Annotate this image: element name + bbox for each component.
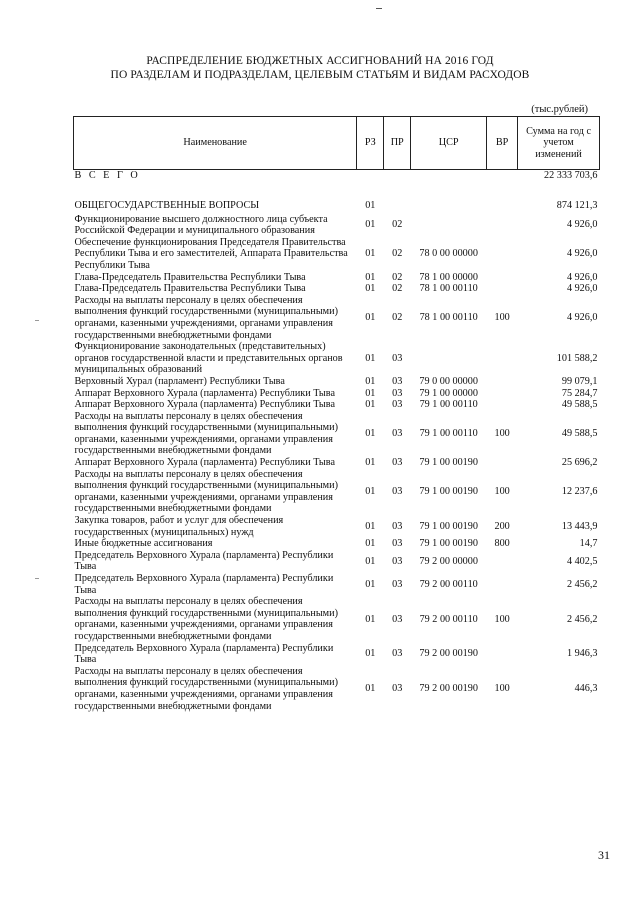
- cell-pr: 02: [392, 312, 403, 324]
- cell-name: Председатель Верховного Хурала (парламента) Республики Тыва: [74, 642, 334, 666]
- header-pr: ПР: [384, 117, 411, 170]
- cell-name: Функционирование высшего должностного лица субъекта Российской Федерации и муниципального образования: [74, 213, 328, 237]
- cell-vr: [487, 272, 518, 284]
- cell-csr: 79 2 00 00190: [419, 648, 478, 660]
- header-csr: ЦСР: [411, 117, 487, 170]
- cell-pr: 03: [392, 375, 403, 387]
- table-row: [74, 341, 600, 376]
- cell-pr: 03: [392, 428, 403, 440]
- cell-rz: [357, 170, 384, 198]
- cell-vr: 100: [494, 613, 510, 625]
- cell-vr: 200: [494, 520, 510, 532]
- scan-mark: [376, 8, 382, 9]
- cell-name: Расходы на выплаты персоналу в целях обеспечения выполнения функций государственными (муниципальными) органами, казенными учреждениями, органами управления государственными внебюджетными фондами: [74, 294, 338, 341]
- table-row: [74, 272, 600, 284]
- cell-rz: 01: [365, 399, 376, 411]
- title-line-1: РАСПРЕДЕЛЕНИЕ БЮДЖЕТНЫХ АССИГНОВАНИЙ НА 2016 ГОД: [146, 55, 494, 67]
- cell-vr: [487, 198, 518, 214]
- cell-csr: 79 1 00 00110: [419, 399, 478, 411]
- cell-pr: 03: [392, 399, 403, 411]
- cell-vr: 100: [494, 683, 510, 695]
- cell-csr: 79 2 00 00190: [419, 683, 478, 695]
- cell-name: Обеспечение функционирования Председателя Правительства Республики Тыва и его заместителей, Аппарата Правительства Республики Тыва: [74, 236, 348, 271]
- cell-sum: 4 402,5: [566, 555, 598, 567]
- table-row: [74, 283, 600, 295]
- cell-name: Аппарат Верховного Хурала (парламента) Республики Тыва: [74, 399, 335, 411]
- table-row: [74, 457, 600, 469]
- cell-vr: 100: [494, 486, 510, 498]
- cell-name: Расходы на выплаты персоналу в целях обеспечения выполнения функций государственными (муниципальными) органами, казенными учреждениями, органами управления государственными внебюджетными фондами: [74, 468, 338, 515]
- table-row: [74, 295, 600, 341]
- table-row: [74, 376, 600, 388]
- cell-csr: 79 1 00 00190: [419, 520, 478, 532]
- cell-name: Иные бюджетные ассигнования: [74, 538, 213, 550]
- cell-pr: 03: [392, 520, 403, 532]
- cell-pr: 03: [392, 613, 403, 625]
- cell-name: Аппарат Верховного Хурала (парламента) Республики Тыва: [74, 457, 335, 469]
- cell-rz: 01: [365, 375, 376, 387]
- cell-sum: 4 926,0: [566, 248, 598, 260]
- title-line-2: ПО РАЗДЕЛАМ И ПОДРАЗДЕЛАМ, ЦЕЛЕВЫМ СТАТЬЯМ И ВИДАМ РАСХОДОВ: [110, 69, 530, 81]
- table-row: [74, 214, 600, 237]
- cell-name: В С Е Г О: [74, 170, 141, 181]
- cell-sum: 874 121,3: [556, 199, 598, 211]
- cell-pr: 03: [392, 352, 403, 364]
- cell-sum: 99 079,1: [561, 375, 598, 387]
- cell-vr: [487, 170, 518, 198]
- cell-sum: 25 696,2: [561, 457, 598, 469]
- table-row: [74, 411, 600, 457]
- cell-pr: 03: [392, 486, 403, 498]
- table-row: [74, 515, 600, 538]
- cell-pr: 03: [392, 457, 403, 469]
- cell-csr: 79 1 00 00110: [419, 428, 478, 440]
- cell-pr: [384, 198, 411, 214]
- cell-rz: 01: [365, 457, 376, 469]
- cell-rz: 01: [365, 219, 376, 231]
- cell-sum: 2 456,2: [566, 578, 598, 590]
- cell-name: Расходы на выплаты персоналу в целях обеспечения выполнения функций государственными (муниципальными) органами, казенными учреждениями, органами управления государственными внебюджетными фондами: [74, 410, 338, 457]
- cell-name: Расходы на выплаты персоналу в целях обеспечения выполнения функций государственными (муниципальными) органами, казенными учреждениями, органами управления государственными внебюджетными фондами: [74, 596, 338, 642]
- table-row: [74, 538, 600, 550]
- header-name: Наименование: [74, 117, 357, 170]
- table-row: [74, 388, 600, 400]
- cell-sum: 4 926,0: [566, 312, 598, 324]
- cell-pr: 02: [392, 248, 403, 260]
- cell-vr: 100: [494, 428, 510, 440]
- table-row: [74, 198, 600, 214]
- table-row: [74, 237, 600, 272]
- cell-rz: 01: [365, 248, 376, 260]
- cell-csr: 78 1 00 00000: [419, 271, 478, 283]
- table-header: [74, 117, 600, 170]
- cell-csr: [411, 198, 487, 214]
- cell-name: Председатель Верховного Хурала (парламента) Республики Тыва: [74, 549, 334, 573]
- cell-sum: 75 284,7: [561, 387, 598, 399]
- cell-csr: 79 1 00 00190: [419, 486, 478, 498]
- cell-csr: [411, 170, 487, 198]
- table-row: [74, 666, 600, 712]
- scan-mark: [35, 578, 39, 579]
- cell-name: ОБЩЕГОСУДАРСТВЕННЫЕ ВОПРОСЫ: [74, 199, 260, 211]
- cell-name: Расходы на выплаты персоналу в целях обеспечения выполнения функций государственными (муниципальными) органами, казенными учреждениями, органами управления государственными внебюджетными фондами: [74, 665, 338, 712]
- table-row: [74, 596, 600, 642]
- cell-sum: 13 443,9: [561, 520, 598, 532]
- cell-rz: 01: [365, 648, 376, 660]
- cell-rz: 01: [365, 555, 376, 567]
- cell-pr: 03: [392, 648, 403, 660]
- cell-sum: 446,3: [574, 683, 598, 695]
- header-rz: РЗ: [357, 117, 384, 170]
- cell-csr: 78 0 00 00000: [419, 248, 478, 260]
- cell-name: Аппарат Верховного Хурала (парламента) Республики Тыва: [74, 387, 335, 399]
- cell-rz: 01: [365, 683, 376, 695]
- cell-rz: 01: [365, 352, 376, 364]
- cell-name: Функционирование законодательных (представительных) органов государственной власти и представительных органов муниципальных образований: [74, 341, 343, 376]
- cell-rz: 01: [365, 578, 376, 590]
- cell-vr: [487, 214, 518, 237]
- page-number: 31: [598, 848, 610, 862]
- cell-name: Закупка товаров, работ и услуг для обеспечения государственных (муниципальных) нужд: [74, 515, 284, 538]
- cell-pr: 03: [392, 683, 403, 695]
- table-body: [74, 170, 600, 713]
- cell-pr: 02: [392, 283, 403, 295]
- cell-rz: 01: [365, 283, 376, 295]
- cell-name: Глава-Председатель Правительства Республики Тыва: [74, 271, 306, 283]
- cell-csr: 79 2 00 00000: [419, 555, 478, 567]
- cell-vr: [487, 643, 518, 666]
- cell-sum: 49 588,5: [561, 428, 598, 440]
- cell-csr: 79 0 00 00000: [419, 375, 478, 387]
- cell-rz: 01: [365, 538, 376, 550]
- cell-rz: 01: [365, 271, 376, 283]
- cell-vr: [487, 376, 518, 388]
- cell-vr: [487, 573, 518, 596]
- cell-vr: 100: [494, 312, 510, 324]
- cell-rz: 01: [365, 312, 376, 324]
- table-row: [74, 573, 600, 596]
- cell-rz: 01: [365, 428, 376, 440]
- cell-pr: 02: [392, 219, 403, 231]
- cell-csr: 79 1 00 00000: [419, 387, 478, 399]
- cell-name: Верховный Хурал (парламент) Республики Тыва: [74, 375, 285, 387]
- cell-name: Председатель Верховного Хурала (парламента) Республики Тыва: [74, 573, 334, 596]
- cell-sum: 4 926,0: [566, 219, 598, 231]
- cell-sum: 2 456,2: [566, 613, 598, 625]
- cell-pr: [384, 170, 411, 198]
- cell-vr: [487, 341, 518, 376]
- cell-csr: 79 1 00 00190: [419, 457, 478, 469]
- cell-vr: [487, 457, 518, 469]
- cell-vr: [487, 550, 518, 573]
- cell-vr: [487, 283, 518, 295]
- header-vr: ВР: [487, 117, 518, 170]
- cell-csr: [411, 341, 487, 376]
- cell-rz: 01: [365, 613, 376, 625]
- cell-csr: 78 1 00 00110: [419, 312, 478, 324]
- cell-vr: [487, 237, 518, 272]
- cell-sum: 4 926,0: [566, 283, 598, 295]
- cell-sum: 4 926,0: [566, 271, 598, 283]
- total-row: [74, 170, 600, 198]
- cell-sum: 1 946,3: [566, 648, 598, 660]
- cell-vr: 800: [494, 538, 510, 550]
- document-title: [0, 54, 640, 82]
- cell-pr: 02: [392, 271, 403, 283]
- cell-sum: 49 588,5: [561, 399, 598, 411]
- cell-name: Глава-Председатель Правительства Республики Тыва: [74, 283, 306, 295]
- table-row: [74, 469, 600, 515]
- table-row: [74, 550, 600, 573]
- cell-sum: 22 333 703,6: [544, 170, 598, 181]
- cell-rz: 01: [365, 486, 376, 498]
- cell-vr: [487, 399, 518, 411]
- cell-pr: 03: [392, 555, 403, 567]
- cell-vr: [487, 388, 518, 400]
- cell-sum: 14,7: [579, 538, 598, 550]
- cell-sum: 12 237,6: [561, 486, 598, 498]
- cell-rz: 01: [365, 199, 376, 211]
- cell-pr: 03: [392, 387, 403, 399]
- cell-rz: 01: [365, 387, 376, 399]
- cell-sum: 101 588,2: [556, 352, 598, 364]
- table-row: [74, 643, 600, 666]
- cell-csr: 78 1 00 00110: [419, 283, 478, 295]
- cell-csr: 79 2 00 00110: [419, 613, 478, 625]
- scan-mark: [35, 320, 39, 321]
- cell-csr: [411, 214, 487, 237]
- header-sum: Сумма на год с учетом изменений: [518, 117, 600, 170]
- budget-table: [73, 116, 600, 712]
- cell-csr: 79 1 00 00190: [419, 538, 478, 550]
- cell-pr: 03: [392, 578, 403, 590]
- cell-csr: 79 2 00 00110: [419, 578, 478, 590]
- table-row: [74, 399, 600, 411]
- units-label: (тыс.рублей): [531, 104, 588, 115]
- cell-pr: 03: [392, 538, 403, 550]
- cell-rz: 01: [365, 520, 376, 532]
